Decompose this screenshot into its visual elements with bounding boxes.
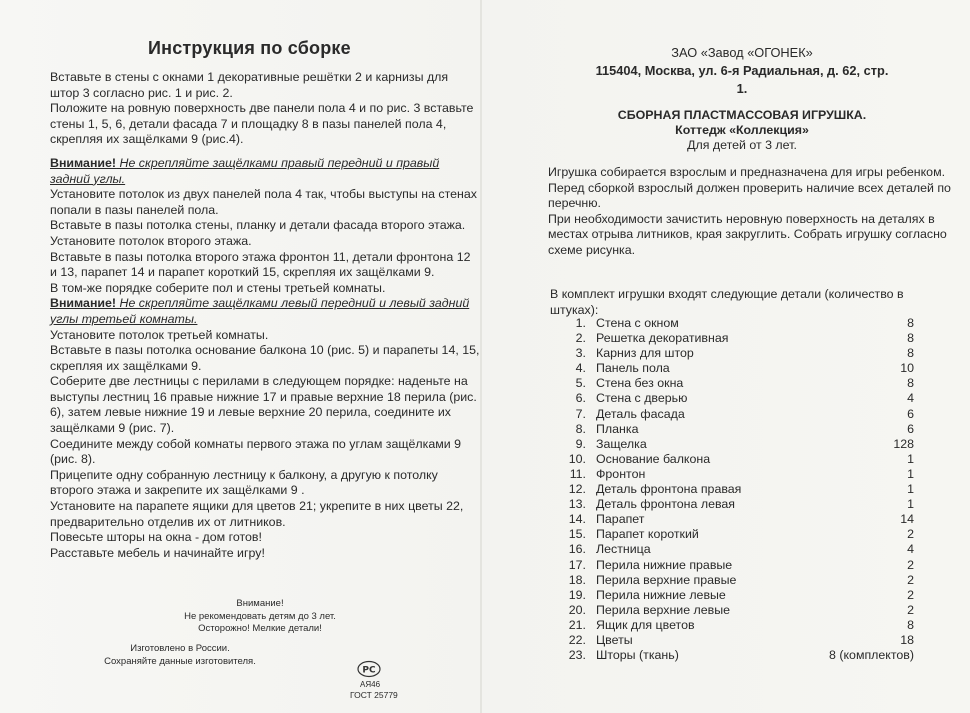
part-number: 6. [575,391,586,406]
part-quantity: 8 [907,316,914,330]
part-name: Планка [596,421,639,436]
assembly-step: Вставьте в пазы потолка основание балкона 10 (рис. 5) и парапеты 14, 15, скрепляя их защёлками 9. [50,343,480,373]
part-name: Основание балкона [596,451,711,466]
part-row [562,527,952,542]
assembly-step: Повесьте шторы на окна - дом готов! [50,530,262,545]
part-quantity: 8 [907,346,914,361]
part-row [562,391,952,406]
part-row [562,467,952,482]
part-row [562,573,952,588]
part-number: 8. [575,421,586,436]
company-block [592,44,892,98]
page-fold [480,0,482,713]
assembly-step: Соберите две лестницы с перилами в следующем порядке: наденьте на выступы лестниц 16 правые нижние 17 и правые верхние 18 перила (рис. 6), затем левые нижние 19 и левые верхние 20 перила, соедините их защёлками 9 (рис. 7). [50,374,477,436]
part-row [562,437,952,452]
assembly-step: Установите потолок второго этажа. [50,233,252,248]
assembly-step: Соедините между собой комнаты первого этажа по углам защёлками 9 (рис. 8). [50,436,462,467]
part-quantity: 8 [907,617,914,632]
part-number: 19. [568,587,586,602]
part-name: Перила верхние правые [596,572,737,587]
part-name: Парапет короткий [596,527,699,542]
warning-label: Внимание! [50,296,117,311]
part-row [562,542,952,557]
part-row [562,331,952,346]
part-quantity: 2 [907,572,914,587]
part-row [562,316,952,331]
rst-certification-icon [356,660,382,678]
notice-line: Не рекомендовать детям до 3 лет. [184,610,336,622]
part-name: Шторы (ткань) [596,648,679,663]
part-quantity: 8 [907,376,914,391]
warning-step [50,156,480,187]
assembly-step: Расставьте мебель и начинайте игру! [50,545,265,560]
part-name: Карниз для штор [596,346,694,361]
intro-paragraph: При необходимости зачистить неровную поверхность на деталях в местах отрыва литников, края закруглить. Собрать игрушку согласно схеме рисунка. [548,211,947,257]
part-quantity: 2 [907,557,914,572]
part-number: 9. [575,436,586,451]
part-number: 12. [568,482,586,497]
part-name: Цветы [596,632,633,647]
part-name: Панель пола [596,361,670,376]
notice-line: Внимание! [236,598,284,609]
assembly-step: В том-же порядке соберите пол и стены третьей комнаты. [50,280,386,295]
part-row [562,648,952,663]
assembly-step: Вставьте в пазы потолка стены, планку и детали фасада второго этажа. [50,218,466,233]
product-subtitle: Коттедж «Коллекция» [675,123,809,137]
part-number: 5. [575,376,586,391]
part-row [562,512,952,527]
part-number: 16. [568,542,586,557]
part-name: Стена с окном [596,316,679,330]
gost-standard: ГОСТ 25779 [350,690,398,700]
part-number: 22. [568,632,586,647]
part-quantity: 4 [907,391,914,406]
paragraph-gap [50,148,480,156]
part-row [562,482,952,497]
product-title: СБОРНАЯ ПЛАСТМАССОВАЯ ИГРУШКА. [617,108,867,122]
product-age: Для детей от 3 лет. [687,138,797,152]
part-number: 17. [568,557,586,572]
part-name: Лестница [596,542,651,557]
part-name: Стена с дверью [596,391,688,406]
part-number: 4. [575,361,586,376]
part-quantity: 8 (комплектов) [829,648,914,663]
part-quantity: 1 [907,497,914,512]
part-number: 15. [568,527,586,542]
safety-notice [150,598,370,636]
kit-heading: В комплект игрушки входят следующие детали (количество в штуках): [550,287,904,317]
part-row [562,422,952,437]
part-row [562,452,952,467]
part-number: 10. [568,451,586,466]
part-name: Ящик для цветов [596,617,695,632]
part-quantity: 1 [907,466,914,481]
product-block [592,108,892,153]
part-quantity: 6 [907,421,914,436]
part-quantity: 2 [907,527,914,542]
warning-label: Внимание! [50,155,117,170]
part-row [562,558,952,573]
assembly-step: Вставьте в стены с окнами 1 декоративные решётки 2 и карнизы для штор 3 согласно рис. 1 и рис. 2. [50,70,449,100]
part-name: Парапет [596,512,645,527]
svg-text:PC: PC [362,665,376,676]
part-number: 11. [569,466,586,481]
part-row [562,376,952,391]
part-quantity: 1 [907,482,914,497]
assembly-step: Положите на ровную поверхность две панели пола 4 и по рис. 3 вставьте стены 1, 5, 6, детали фасада 7 и площадку 8 в пазы панелей пола 4, скрепляя их защёлками 9 (рис.4). [50,101,474,147]
part-quantity: 14 [900,512,914,527]
parts-list [562,316,952,663]
assembly-step: Установите на парапете ящики для цветов 21; укрепите в них цветы 22, предварительно отделив их от литников. [50,499,464,529]
part-quantity: 2 [907,602,914,617]
part-number: 7. [575,406,586,421]
manufacturer-note [50,643,310,668]
part-row [562,588,952,603]
part-row [562,346,952,361]
part-row [562,618,952,633]
cert-code: АЯ46 [360,680,381,689]
part-name: Деталь фронтона левая [596,497,736,512]
warning-step [50,296,480,327]
part-quantity: 10 [900,361,914,376]
part-row [562,497,952,512]
part-number: 1. [575,316,586,330]
part-name: Стена без окна [596,376,684,391]
part-number: 20. [568,602,586,617]
part-name: Фронтон [596,466,646,481]
part-number: 3. [575,346,586,361]
warning-text: Не скрепляйте защёлками правый передний и правый задний углы. [50,155,440,186]
part-quantity: 2 [907,587,914,602]
part-quantity: 6 [907,406,914,421]
part-quantity: 18 [900,632,914,647]
part-name: Решетка декоративная [596,331,729,346]
warning-text: Не скрепляйте защёлками левый передний и левый задний углы третьей комнаты. [50,296,470,326]
made-line: Сохраняйте данные изготовителя. [104,655,256,667]
part-quantity: 1 [907,451,914,466]
part-name: Перила верхние левые [596,602,731,617]
part-row [562,603,952,618]
part-name: Деталь фасада [596,406,685,421]
part-name: Перила нижние левые [596,587,726,602]
part-quantity: 4 [907,542,914,557]
part-row [562,633,952,648]
company-name: ЗАО «Завод «ОГОНЕК» [671,45,813,60]
part-name: Деталь фронтона правая [596,482,742,497]
company-address: 115404, Москва, ул. 6-я Радиальная, д. 62, стр. 1. [595,63,889,96]
intro-text [548,165,958,259]
instruction-title: Инструкция по сборке [148,38,351,58]
part-quantity: 8 [907,331,914,346]
part-number: 14. [568,512,586,527]
part-row [562,361,952,376]
part-number: 2. [575,331,586,346]
made-line: Изготовлено в России. [130,643,230,654]
part-name: Перила нижние правые [596,557,733,572]
part-number: 18. [568,572,586,587]
assembly-steps [50,70,480,561]
notice-line: Осторожно! Мелкие детали! [198,623,322,634]
part-number: 13. [568,497,586,512]
assembly-step: Прицепите одну собранную лестницу к балкону, а другую к потолку второго этажа и закрепите их защёлками 9 . [50,467,438,498]
part-name: Защелка [596,436,647,451]
part-number: 23. [568,648,586,663]
intro-paragraph: Игрушка собирается взрослым и предназначена для игры ребенком. [548,165,946,179]
part-number: 21. [568,617,586,632]
assembly-step: Вставьте в пазы потолка второго этажа фронтон 11, детали фронтона 12 и 13, парапет 14 и парапет короткий 15, скрепляя их защёлками 9. [50,249,471,280]
assembly-step: Установите потолок из двух панелей пола 4 так, чтобы выступы на стенах попали в пазы панелей пола. [50,187,477,217]
part-row [562,407,952,422]
intro-paragraph: Перед сборкой взрослый должен проверить наличие всех деталей по перечню. [548,180,951,211]
assembly-step: Установите потолок третьей комнаты. [50,327,269,342]
part-quantity: 128 [893,436,914,451]
